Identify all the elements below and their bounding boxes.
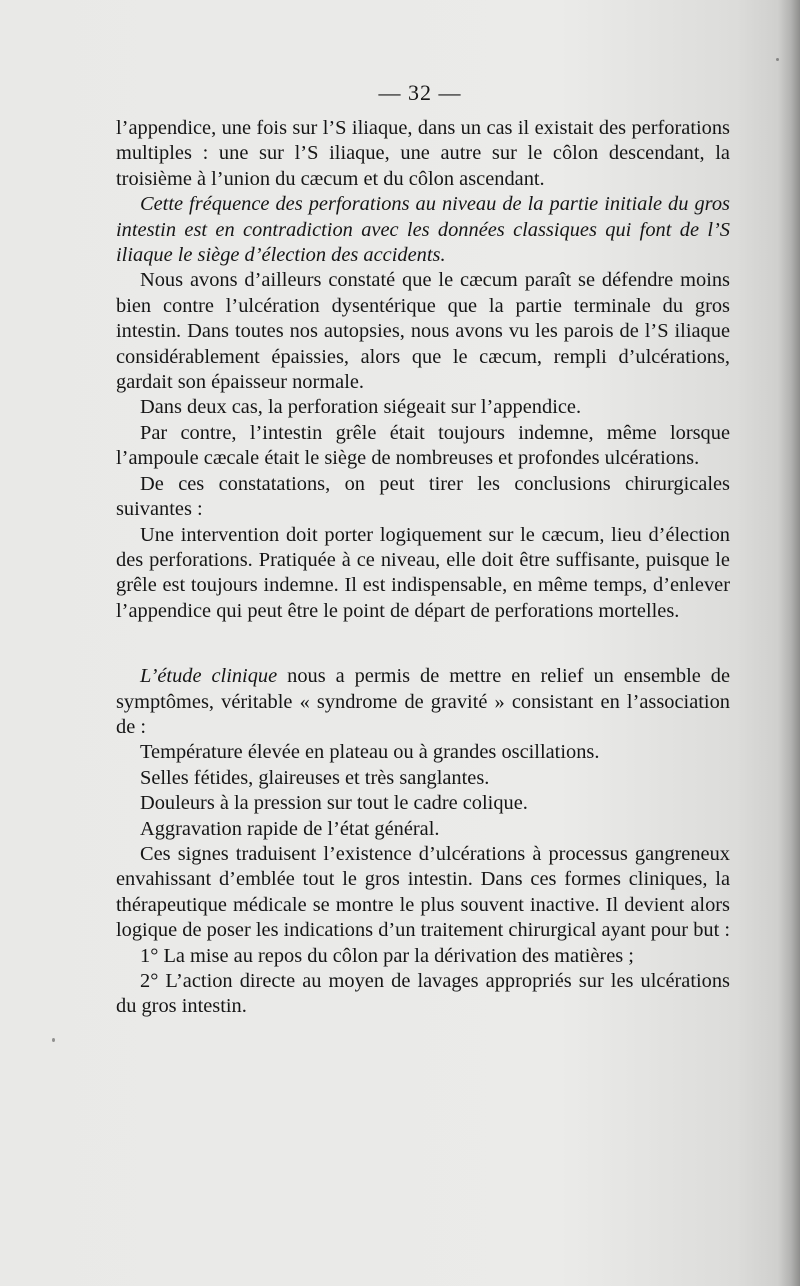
italic-text: Cette fréquence des perforations au niveau de la partie initiale du gros intestin est en contradiction avec les données classiques qui font de l’S iliaque le siège d’élection des accidents. bbox=[116, 193, 730, 267]
paragraph: l’appendice, une fois sur l’S iliaque, dans un cas il existait des perforations multiples : une sur l’S iliaque, une autre sur le côlon descendant, la troisième à l’union du cæcum et du côlon ascendant. bbox=[116, 117, 730, 190]
paragraph: Nous avons d’ailleurs constaté que le cæcum paraît se défendre moins bien contre l’ulcération dysentérique que la partie terminale du gros intestin. Dans toutes nos autopsies, nous avons vu les parois de l’S iliaque considérablement épaissies, alors que le cæcum, rempli d’ulcérations, gardait son épaisseur normale. bbox=[116, 269, 730, 394]
paragraph: Une intervention doit porter logiquement sur le cæcum, lieu d’élection des perforations. Pratiquée à ce niveau, elle doit être suffisante, puisque le grêle est toujours indemne. Il est indispensable, en même temps, d’enlever l’appendice qui peut être le point de départ de perforations mortelles. bbox=[116, 523, 730, 622]
paragraph-text: nous a permis de mettre en relief un ensemble de symptômes, véritable « syndrome de gravité » consistant en l’association de : bbox=[116, 665, 730, 738]
page-edge-shadow bbox=[778, 0, 800, 1286]
paragraph: Ces signes traduisent l’existence d’ulcérations à processus gangreneux envahissant d’emblée tout le gros intestin. Dans ces formes cliniques, la thérapeutique médicale se montre le plus souvent inactive. Il devient alors logique de poser les indications d’un traitement chirurgical ayant pour but : bbox=[116, 842, 731, 942]
symptom-item: Température élevée en plateau ou à grandes oscillations. bbox=[140, 741, 600, 764]
italic-text: L’étude clinique bbox=[140, 665, 278, 688]
numbered-item: 1° La mise au repos du côlon par la dérivation des matières ; bbox=[140, 944, 634, 967]
paragraph: De ces constatations, on peut tirer les conclusions chirurgicales suivantes : bbox=[116, 472, 730, 521]
body-text bbox=[116, 116, 730, 1020]
page-number: — 32 — bbox=[378, 80, 462, 105]
paragraph: Dans deux cas, la perforation siégeait sur l’appendice. bbox=[140, 396, 582, 419]
numbered-item: 2° L’action directe au moyen de lavages appropriés sur les ulcérations du gros intestin. bbox=[116, 970, 730, 1018]
speck bbox=[52, 1038, 55, 1042]
symptom-item: Selles fétides, glaireuses et très sanglantes. bbox=[140, 766, 490, 789]
paragraph: Par contre, l’intestin grêle était toujours indemne, même lorsque l’ampoule cæcale était le siège de nombreuses et profondes ulcérations. bbox=[116, 421, 730, 470]
section-gap bbox=[116, 624, 730, 664]
paragraph-italic bbox=[116, 192, 730, 268]
paragraph bbox=[116, 664, 730, 740]
symptom-item: Aggravation rapide de l’état général. bbox=[140, 817, 440, 840]
speck bbox=[776, 58, 779, 61]
symptom-item: Douleurs à la pression sur tout le cadre colique. bbox=[140, 792, 528, 815]
